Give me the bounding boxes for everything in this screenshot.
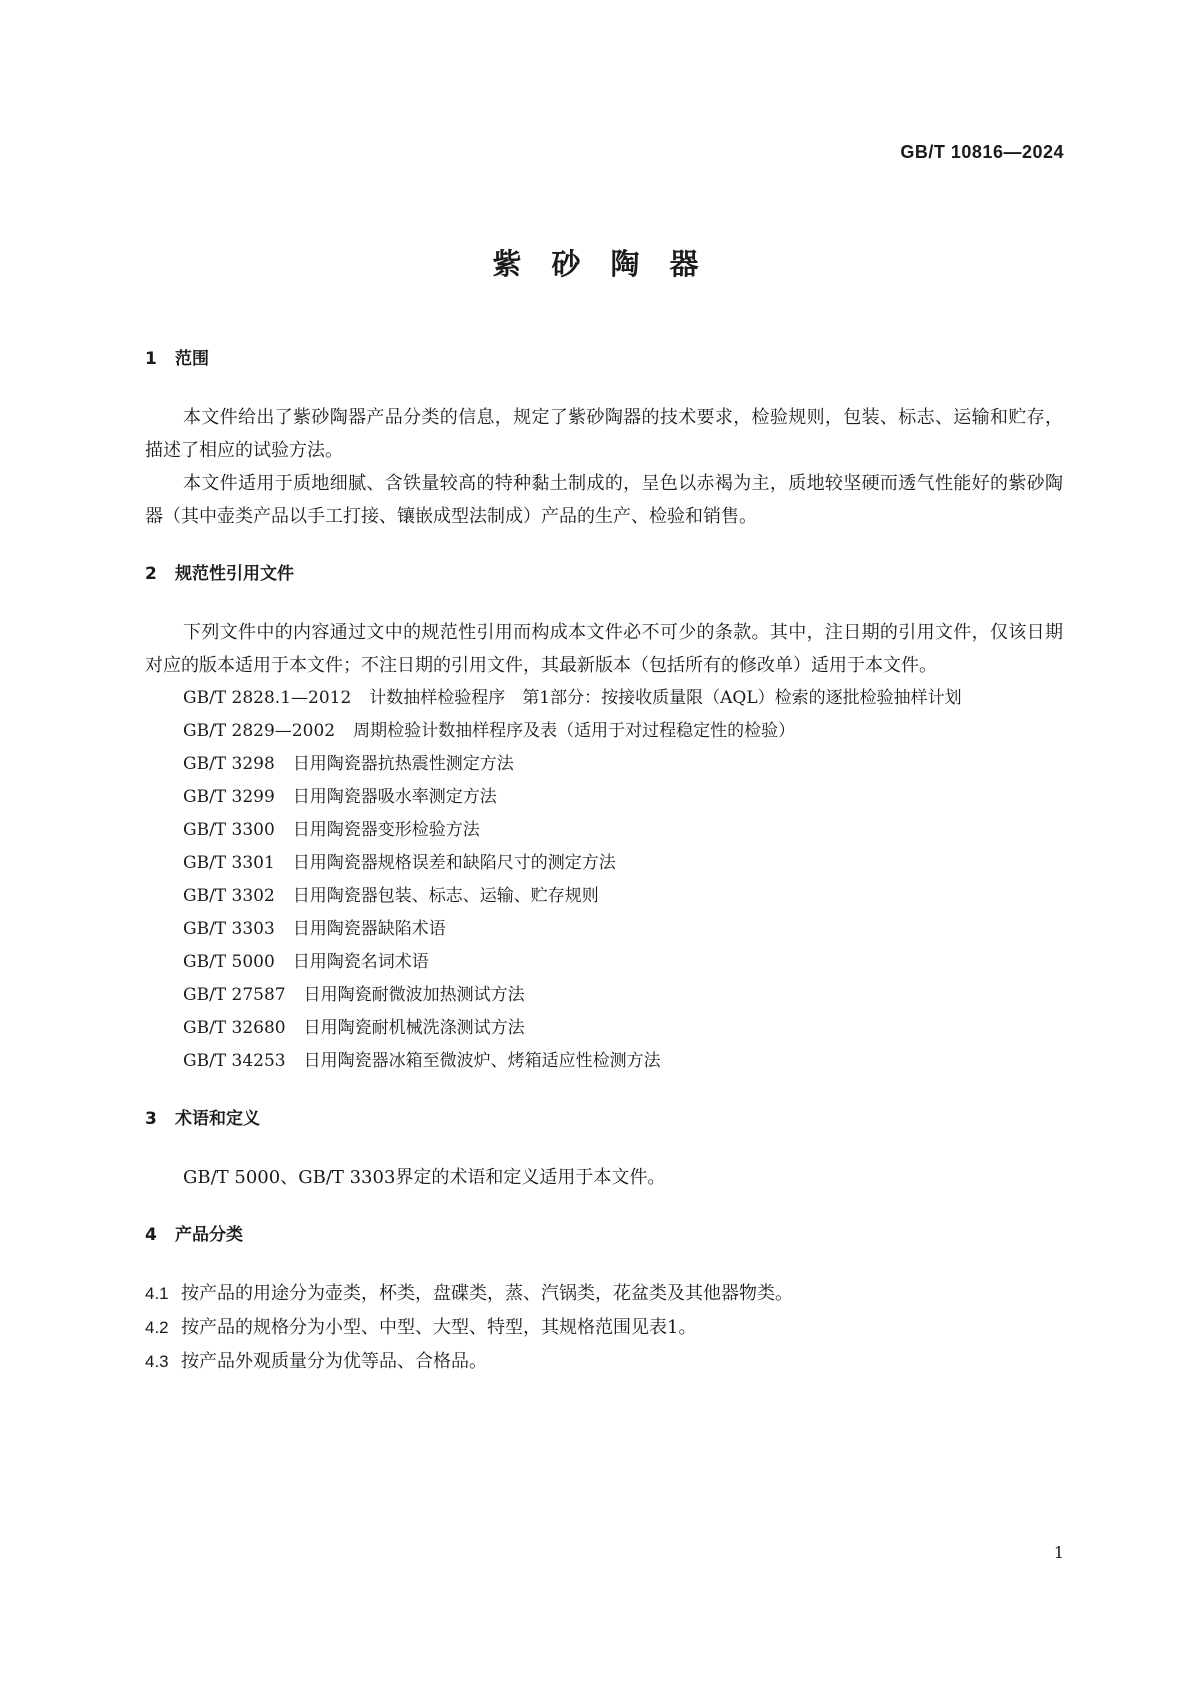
reference-title: 日用陶瓷器冰箱至微波炉、烤箱适应性检测方法 — [303, 1051, 661, 1071]
section-product-classification — [145, 1220, 1063, 1379]
section-number: 4 — [145, 1225, 157, 1245]
paragraph: 本文件给出了紫砂陶器产品分类的信息，规定了紫砂陶器的技术要求，检验规则，包装、标志、运输和贮存，描述了相应的试验方法。 — [145, 407, 1063, 461]
clause-number: 4.2 — [145, 1318, 169, 1337]
reference-code: GB/T 34253 — [183, 1051, 286, 1071]
clause-text: 按产品的规格分为小型、中型、大型、特型，其规格范围见表1。 — [181, 1317, 697, 1338]
reference-item — [145, 748, 1063, 781]
reference-title: 日用陶瓷器变形检验方法 — [292, 820, 480, 840]
reference-item — [145, 1012, 1063, 1045]
reference-code: GB/T 3298 — [183, 754, 275, 774]
reference-title: 日用陶瓷器抗热震性测定方法 — [292, 754, 514, 774]
reference-item — [145, 979, 1063, 1012]
clause-item — [145, 1311, 1063, 1345]
section-scope — [145, 344, 1063, 533]
reference-item — [145, 814, 1063, 847]
reference-code: GB/T 32680 — [183, 1018, 286, 1038]
reference-title: 计数抽样检验程序 第1部分：按接收质量限（AQL）检索的逐批检验抽样计划 — [369, 688, 962, 708]
paragraph: GB/T 5000、GB/T 3303界定的术语和定义适用于本文件。 — [183, 1167, 666, 1188]
reference-title: 日用陶瓷器规格误差和缺陷尺寸的测定方法 — [292, 853, 616, 873]
reference-code: GB/T 3302 — [183, 886, 275, 906]
section-number: 3 — [145, 1109, 157, 1129]
reference-item — [145, 1045, 1063, 1078]
reference-code: GB/T 5000 — [183, 952, 275, 972]
page-number: 1 — [1053, 1543, 1064, 1562]
reference-code: GB/T 3299 — [183, 787, 275, 807]
clause-item — [145, 1277, 1063, 1311]
section-title: 规范性引用文件 — [175, 564, 294, 584]
reference-code: GB/T 3301 — [183, 853, 275, 873]
reference-item — [145, 913, 1063, 946]
reference-item — [145, 781, 1063, 814]
section-heading — [145, 1220, 1063, 1245]
section-number: 1 — [145, 349, 157, 369]
document-code: GB/T 10816—2024 — [900, 142, 1064, 162]
reference-title: 日用陶瓷器缺陷术语 — [292, 919, 446, 939]
clause-text: 按产品外观质量分为优等品、合格品。 — [181, 1351, 487, 1372]
reference-code: GB/T 3300 — [183, 820, 275, 840]
reference-item — [145, 946, 1063, 979]
reference-title: 周期检验计数抽样程序及表（适用于对过程稳定性的检验） — [353, 721, 796, 741]
section-heading — [145, 344, 1063, 369]
clause-item — [145, 1345, 1063, 1379]
reference-code: GB/T 2828.1—2012 — [183, 688, 352, 708]
reference-code: GB/T 27587 — [183, 985, 286, 1005]
reference-title: 日用陶瓷器包装、标志、运输、贮存规则 — [292, 886, 599, 906]
section-heading — [145, 559, 1063, 584]
section-heading — [145, 1104, 1063, 1129]
reference-item — [145, 880, 1063, 913]
section-terms-definitions — [145, 1104, 1063, 1194]
clause-text: 按产品的用途分为壶类，杯类，盘碟类，蒸、汽锅类，花盆类及其他器物类。 — [181, 1283, 793, 1304]
reference-title: 日用陶瓷器吸水率测定方法 — [292, 787, 497, 807]
reference-item — [145, 715, 1063, 748]
clause-number: 4.3 — [145, 1352, 169, 1371]
reference-item — [145, 682, 1063, 715]
reference-title: 日用陶瓷耐机械洗涤测试方法 — [303, 1018, 525, 1038]
reference-code: GB/T 2829—2002 — [183, 721, 336, 741]
document-body — [145, 344, 1063, 1405]
section-title: 产品分类 — [175, 1225, 243, 1245]
section-number: 2 — [145, 564, 157, 584]
reference-title: 日用陶瓷耐微波加热测试方法 — [303, 985, 525, 1005]
clause-number: 4.1 — [145, 1284, 169, 1303]
section-title: 范围 — [175, 349, 209, 369]
document-title: 紫砂陶器 — [492, 247, 729, 281]
reference-title: 日用陶瓷名词术语 — [292, 952, 429, 972]
section-title: 术语和定义 — [175, 1109, 260, 1129]
paragraph: 本文件适用于质地细腻、含铁量较高的特种黏土制成的，呈色以赤褐为主，质地较坚硬而透气性能好的紫砂陶器（其中壶类产品以手工打接、镶嵌成型法制成）产品的生产、检验和销售。 — [145, 473, 1063, 527]
paragraph: 下列文件中的内容通过文中的规范性引用而构成本文件必不可少的条款。其中，注日期的引用文件，仅该日期对应的版本适用于本文件；不注日期的引用文件，其最新版本（包括所有的修改单）适用于本文件。 — [145, 622, 1063, 676]
section-normative-references — [145, 559, 1063, 1078]
reference-item — [145, 847, 1063, 880]
reference-code: GB/T 3303 — [183, 919, 275, 939]
